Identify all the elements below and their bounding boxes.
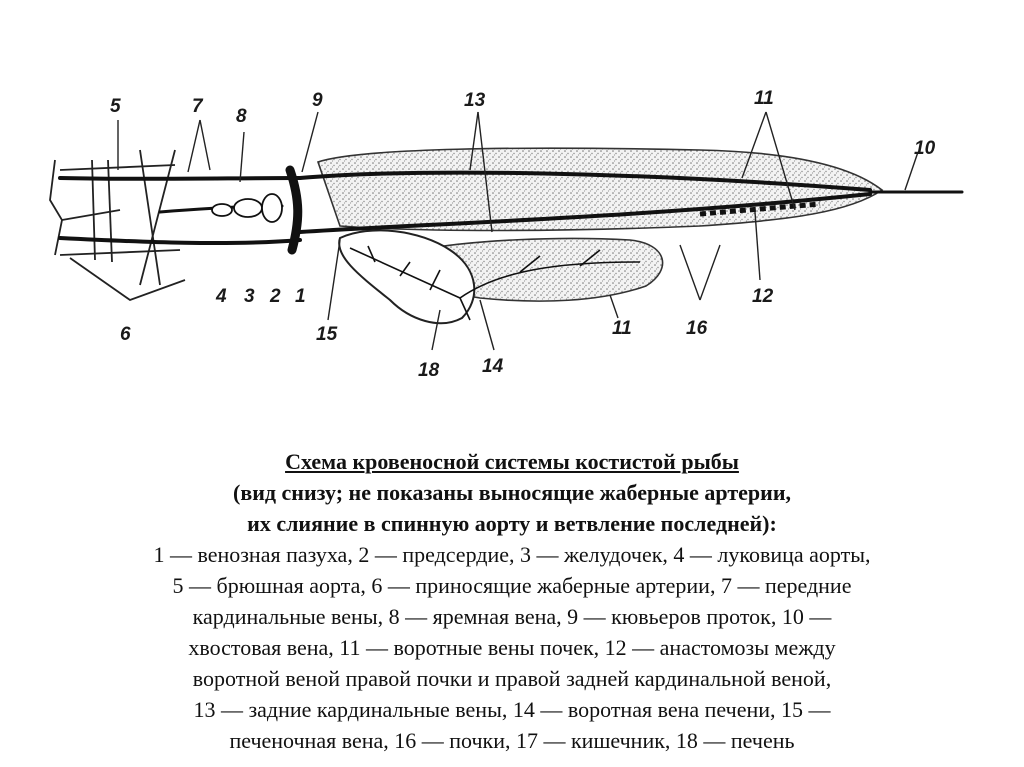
label-5: 5 bbox=[110, 96, 121, 117]
label-3: 3 bbox=[244, 286, 255, 307]
caption-legend bbox=[40, 539, 984, 756]
label-10: 10 bbox=[914, 138, 936, 159]
label-13: 13 bbox=[464, 90, 486, 111]
label-11-top: 11 bbox=[754, 88, 774, 109]
legend-line: кардинальные вены, 8 — яремная вена, 9 — кювьеров проток, 10 — bbox=[192, 604, 832, 629]
legend-line: воротной веной правой почки и правой задней кардинальной веной, bbox=[192, 666, 832, 691]
caption-subtitle-2: их слияние в спинную аорту и ветвление последней): bbox=[247, 511, 777, 536]
kidney-shape bbox=[318, 148, 882, 230]
figure-caption bbox=[40, 446, 984, 756]
label-8: 8 bbox=[236, 106, 247, 127]
label-1: 1 bbox=[295, 286, 306, 307]
label-6: 6 bbox=[120, 324, 131, 345]
label-7: 7 bbox=[192, 96, 203, 117]
label-18: 18 bbox=[418, 360, 440, 381]
legend-line: печеночная вена, 16 — почки, 17 — кишечник, 18 — печень bbox=[229, 728, 795, 753]
label-9: 9 bbox=[312, 90, 323, 111]
caption-subtitle-1: (вид снизу; не показаны выносящие жаберные артерии, bbox=[233, 480, 791, 505]
label-4: 4 bbox=[216, 286, 227, 307]
label-12: 12 bbox=[752, 286, 774, 307]
label-11-bottom: 11 bbox=[612, 318, 632, 339]
legend-line: 1 — венозная пазуха, 2 — предсердие, 3 — желудочек, 4 — луковица аорты, bbox=[153, 542, 871, 567]
legend-line: 5 — брюшная аорта, 6 — приносящие жаберные артерии, 7 — передние bbox=[172, 573, 852, 598]
label-2: 2 bbox=[270, 286, 281, 307]
heart-chambers bbox=[212, 194, 282, 222]
legend-line: хвостовая вена, 11 — воротные вены почек, 12 — анастомозы между bbox=[188, 635, 836, 660]
gill-arteries bbox=[50, 150, 185, 300]
caption-title: Схема кровеносной системы костистой рыбы bbox=[285, 449, 739, 474]
label-15: 15 bbox=[316, 324, 338, 345]
label-14: 14 bbox=[482, 356, 504, 377]
label-16: 16 bbox=[686, 318, 708, 339]
legend-line: 13 — задние кардинальные вены, 14 — воротная вена печени, 15 — bbox=[193, 697, 831, 722]
